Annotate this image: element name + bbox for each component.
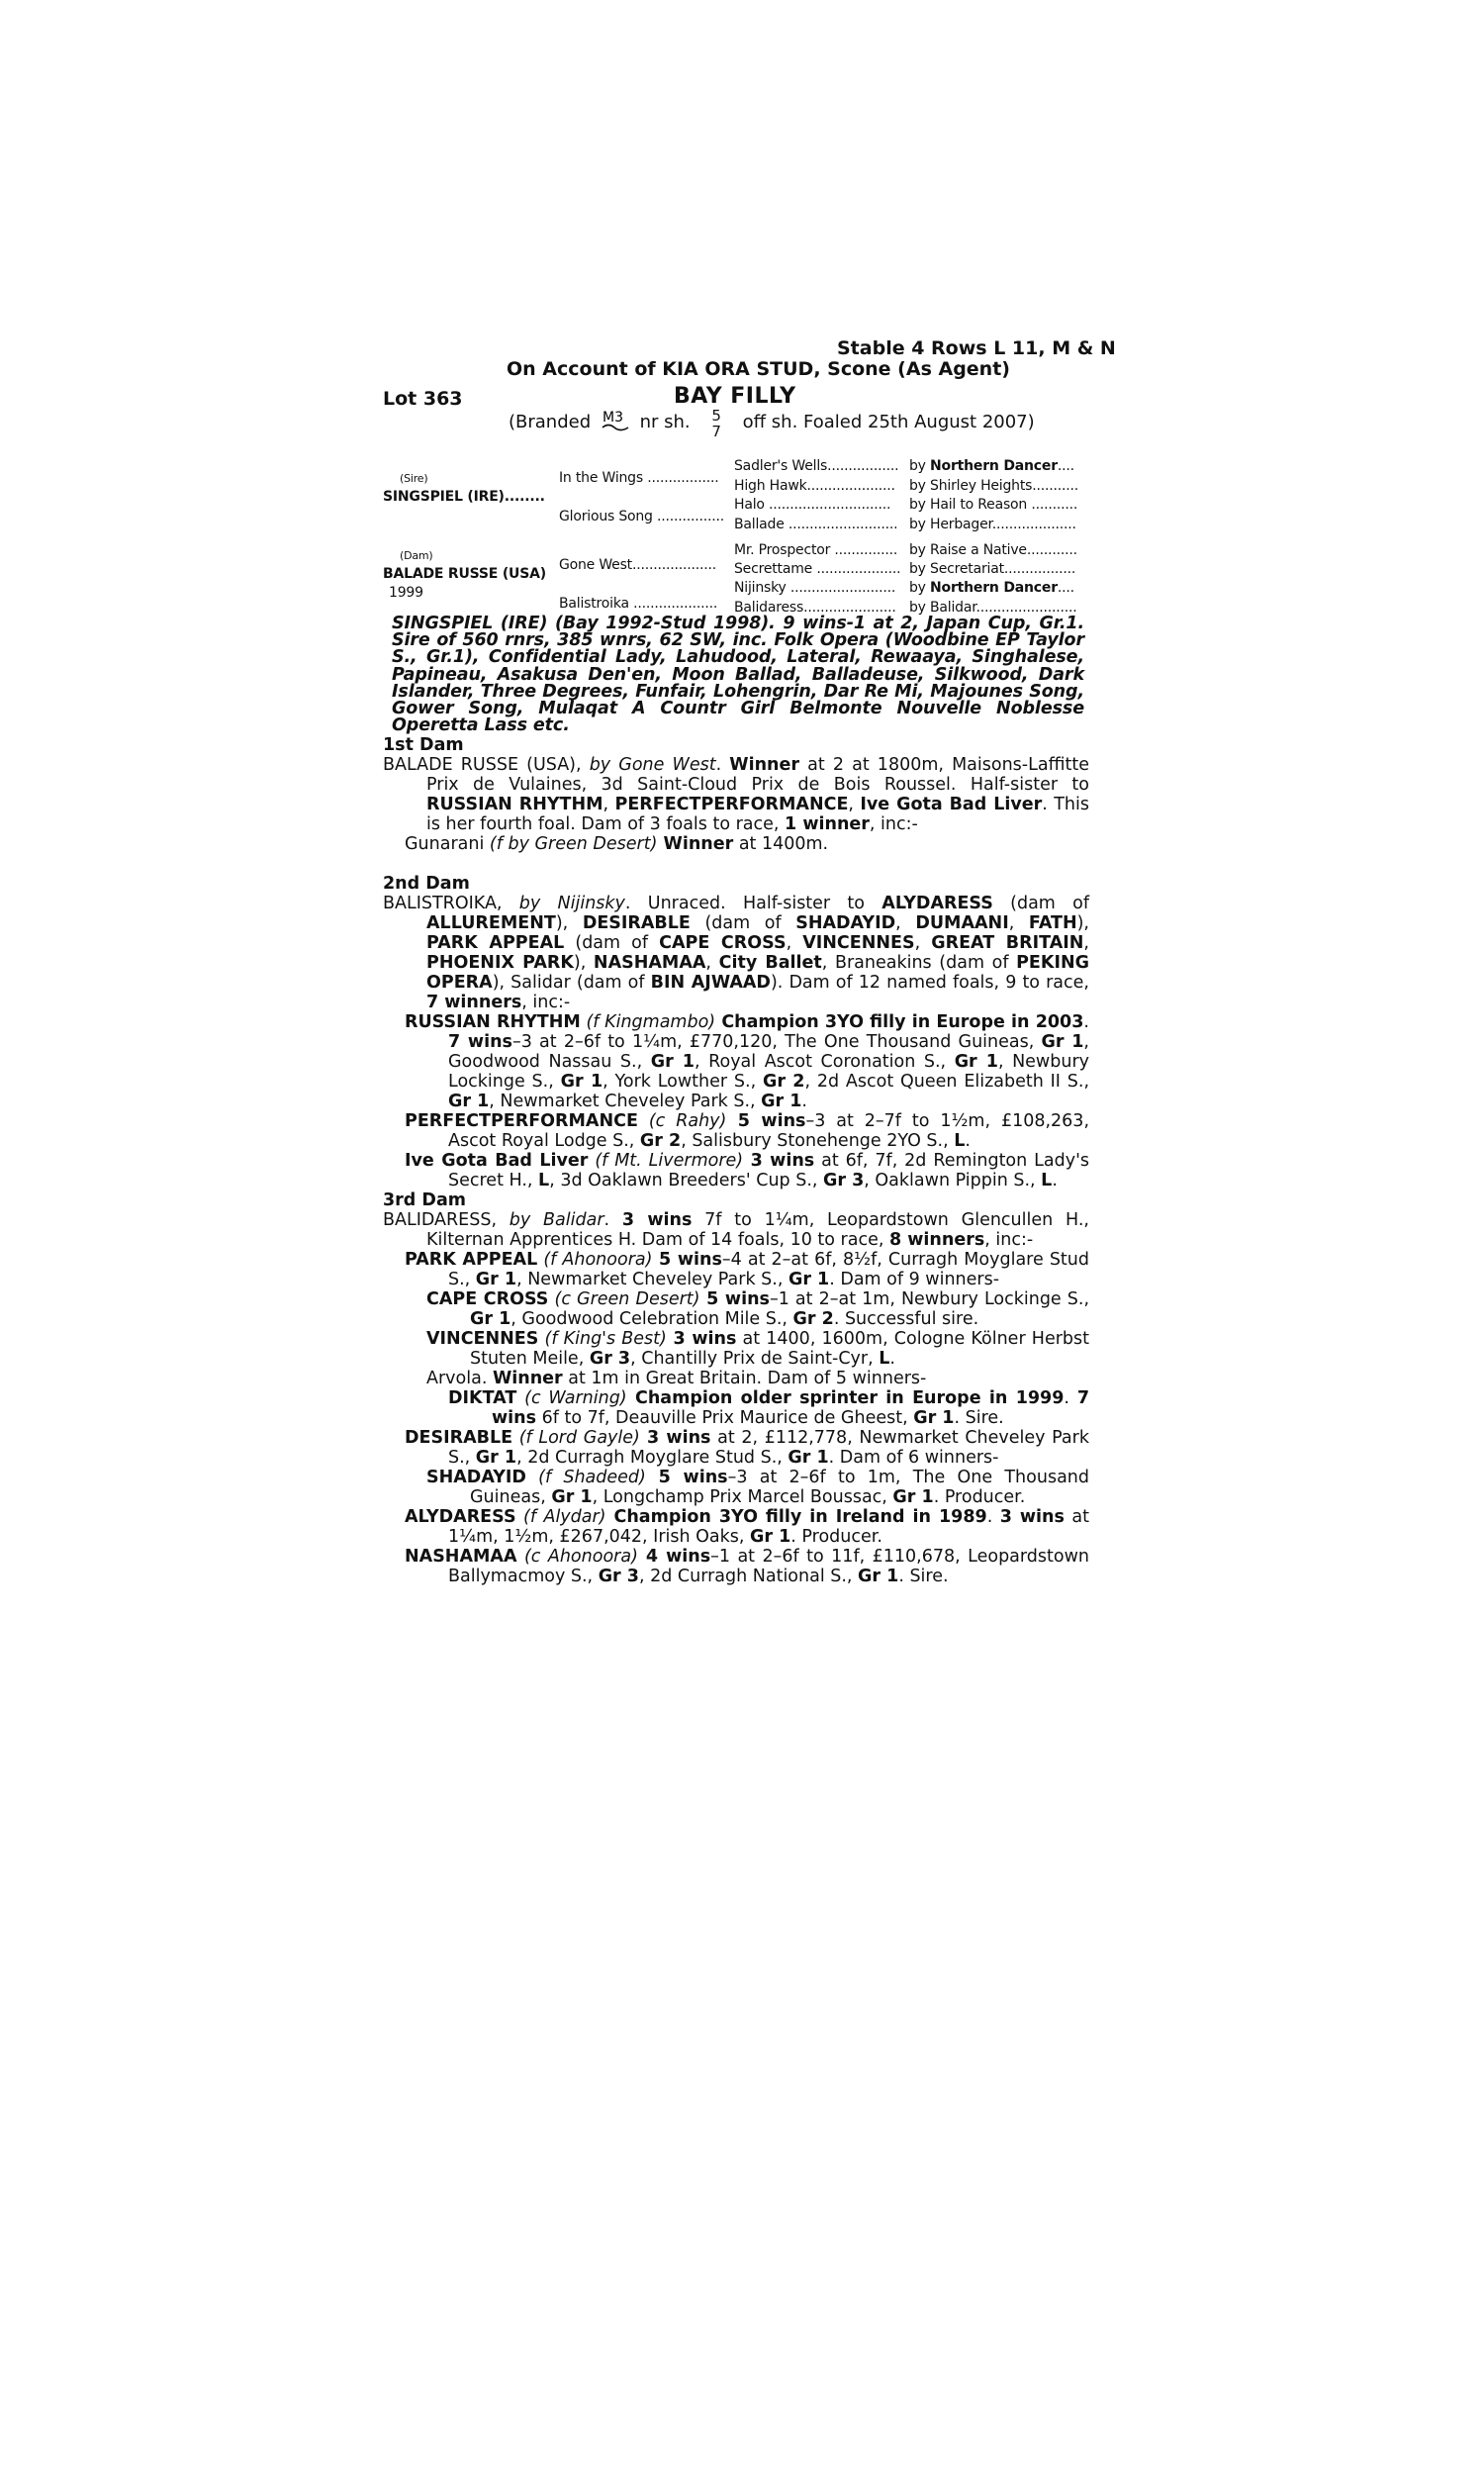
pedigree-gen4-item: by Secretariat................. — [909, 561, 1076, 577]
brand-prefix: (Branded — [509, 412, 592, 432]
svg-text:M3: M3 — [602, 410, 623, 426]
sire-summary: SINGSPIEL (IRE) (Bay 1992-Stud 1998). 9 wins-1 at 2, Japan Cup, Gr.1. Sire of 560 rnrs, 385 wnrs, 62 SW, inc. Folk Opera (Woodbine EP Taylor S., Gr.1), Confidential Lady, Lahudood, Lateral, Rewaaya, Singhalese, Papineau, Asakusa Den'en, Moon Ballad, Balladeuse, Silkwood, Dark Islander, Three Degrees, Funfair, Lohengrin, Dar Re Mi, Majounes Song, Gower Song, Mulaqat A Countr Girl Belmonte Nouvelle Noblesse Operetta Lass etc. — [392, 614, 1084, 736]
produce-record: BALISTROIKA, by Nijinsky. Unraced. Half-sister to ALYDARESS (dam of ALLUREMENT), DESIRABLE (dam of SHADAYID, DUMAANI, FATH), PARK APPEAL (dam of CAPE CROSS, VINCENNES, GREAT BRITAIN, PHOENIX PARK), NASHAMAA, City Ballet, Braneakins (dam of PEKING OPERA), Salidar (dam of BIN AJWAAD). Dam of 12 named foals, 9 to race, 7 winners, inc:- — [383, 894, 1090, 1012]
pedigree-gen3-item: Halo ............................. — [734, 497, 891, 513]
section-heading: 3rd Dam — [383, 1190, 466, 1210]
dam-name: BALADE RUSSE (USA) — [383, 566, 546, 582]
brand-denominator: 7 — [711, 423, 721, 440]
pedigree-gen3-item: Secrettame .................... — [734, 561, 901, 577]
section-heading: 2nd Dam — [383, 874, 470, 894]
produce-record: Gunarani (f by Green Desert) Winner at 1400m. — [405, 834, 829, 854]
horse-sex-colour: BAY FILLY — [674, 384, 796, 409]
produce-record: SHADAYID (f Shadeed) 5 wins–3 at 2–6f to 1m, The One Thousand Guineas, Gr 1, Longchamp Prix Marcel Boussac, Gr 1. Producer. — [426, 1468, 1089, 1507]
produce-record: VINCENNES (f King's Best) 3 wins at 1400, 1600m, Cologne Kölner Herbst Stuten Meile, Gr 3, Chantilly Prix de Saint-Cyr, L. — [426, 1329, 1089, 1369]
pedigree-gen4-item: by Balidar........................ — [909, 600, 1077, 616]
pedigree-gen3-item: Mr. Prospector ............... — [734, 542, 898, 558]
brand-near-shoulder: nr sh. — [639, 412, 691, 432]
produce-record: DESIRABLE (f Lord Gayle) 3 wins at 2, £112,778, Newmarket Cheveley Park S., Gr 1, 2d Curragh Moyglare Stud S., Gr 1. Dam of 6 winners- — [405, 1428, 1089, 1468]
produce-record: PARK APPEAL (f Ahonoora) 5 wins–4 at 2–at 6f, 8½f, Curragh Moyglare Stud S., Gr 1, Newmarket Cheveley Park S., Gr 1. Dam of 9 winners- — [405, 1250, 1089, 1289]
produce-record: ALYDARESS (f Alydar) Champion 3YO filly in Ireland in 1989. 3 wins at 1¼m, 1½m, £267,042, Irish Oaks, Gr 1. Producer. — [405, 1507, 1089, 1547]
produce-record: BALIDARESS, by Balidar. 3 wins 7f to 1¼m, Leopardstown Glencullen H., Kilternan Apprentices H. Dam of 14 foals, 10 to race, 8 winners, inc:- — [383, 1210, 1089, 1250]
third-dam-section — [383, 1190, 1089, 1586]
vendor-account: On Account of KIA ORA STUD, Scone (As Agent) — [507, 358, 1010, 380]
brand-off-shoulder-foaled: off sh. Foaled 25th August 2007) — [742, 412, 1035, 432]
brand-line — [509, 408, 1035, 439]
pedigree-gen2-dam-sire: Gone West.................... — [559, 557, 716, 573]
brand-numerator: 5 — [711, 407, 721, 425]
pedigree-gen3-item: Nijinsky ......................... — [734, 580, 896, 596]
produce-record: Ive Gota Bad Liver (f Mt. Livermore) 3 wins at 6f, 7f, 2d Remington Lady's Secret H., L, 3d Oaklawn Breeders' Cup S., Gr 3, Oaklawn Pippin S., L. — [405, 1151, 1090, 1190]
pedigree-gen3-item: Ballade .......................... — [734, 517, 898, 532]
pedigree-gen4-item: by Raise a Native............ — [909, 542, 1077, 558]
pedigree-gen2-dam-dam: Balistroika .................... — [559, 596, 718, 612]
produce-record: NASHAMAA (c Ahonoora) 4 wins–1 at 2–6f to 11f, £110,678, Leopardstown Ballymacmoy S., Gr 3, 2d Curragh National S., Gr 1. Sire. — [405, 1547, 1089, 1586]
produce-record: Arvola. Winner at 1m in Great Britain. Dam of 5 winners- — [426, 1369, 927, 1388]
dam-foaling-year: 1999 — [389, 585, 423, 601]
pedigree-gen2-sire-dam: Glorious Song ................ — [559, 509, 724, 524]
first-dam-section — [383, 735, 1089, 854]
pedigree-gen4-item: by Shirley Heights........... — [909, 478, 1078, 494]
pedigree-gen3-item: Sadler's Wells................. — [734, 458, 899, 474]
produce-record: DIKTAT (c Warning) Champion older sprinter in Europe in 1999. 7 wins 6f to 7f, Deauville Prix Maurice de Gheest, Gr 1. Sire. — [448, 1388, 1089, 1428]
produce-record: BALADE RUSSE (USA), by Gone West. Winner at 2 at 1800m, Maisons-Laffitte Prix de Vulaines, 3d Saint-Cloud Prix de Bois Roussel. Half-sister to RUSSIAN RHYTHM, PERFECTPERFORMANCE, Ive Gota Bad Liver. This is her fourth foal. Dam of 3 foals to race, 1 winner, inc:- — [383, 755, 1089, 834]
pedigree-gen4-item: by Northern Dancer.... — [909, 580, 1074, 596]
section-heading: 1st Dam — [383, 735, 464, 755]
sire-label: (Sire) — [400, 472, 428, 485]
pedigree-gen4-item: by Herbager.................... — [909, 517, 1076, 532]
second-dam-section — [383, 874, 1089, 1190]
pedigree-gen3-item: Balidaress...................... — [734, 600, 896, 616]
brand-mark-icon — [601, 408, 630, 433]
produce-record: PERFECTPERFORMANCE (c Rahy) 5 wins–3 at 2–7f to 1½m, £108,263, Ascot Royal Lodge S., Gr 2, Salisbury Stonehenge 2YO S., L. — [405, 1111, 1090, 1151]
dam-label: (Dam) — [400, 549, 433, 562]
produce-record: RUSSIAN RHYTHM (f Kingmambo) Champion 3YO filly in Europe in 2003. 7 wins–3 at 2–6f to 1¼m, £770,120, The One Thousand Guineas, Gr 1, Goodwood Nassau S., Gr 1, Royal Ascot Coronation S., Gr 1, Newbury Lockinge S., Gr 1, York Lowther S., Gr 2, 2d Ascot Queen Elizabeth II S., Gr 1, Newmarket Cheveley Park S., Gr 1. — [405, 1012, 1090, 1111]
stable-location: Stable 4 Rows L 11, M & N — [837, 337, 1116, 359]
brand-fraction — [711, 408, 721, 439]
pedigree-gen4-item: by Northern Dancer.... — [909, 458, 1074, 474]
lot-number: Lot 363 — [383, 388, 463, 410]
pedigree-gen2-sire-sire: In the Wings ................. — [559, 470, 719, 486]
sire-name: SINGSPIEL (IRE)........ — [383, 489, 545, 505]
pedigree-gen3-item: High Hawk..................... — [734, 478, 895, 494]
pedigree-gen4-item: by Hail to Reason ........... — [909, 497, 1078, 513]
produce-record: CAPE CROSS (c Green Desert) 5 wins–1 at 2–at 1m, Newbury Lockinge S., Gr 1, Goodwood Celebration Mile S., Gr 2. Successful sire. — [426, 1289, 1090, 1329]
